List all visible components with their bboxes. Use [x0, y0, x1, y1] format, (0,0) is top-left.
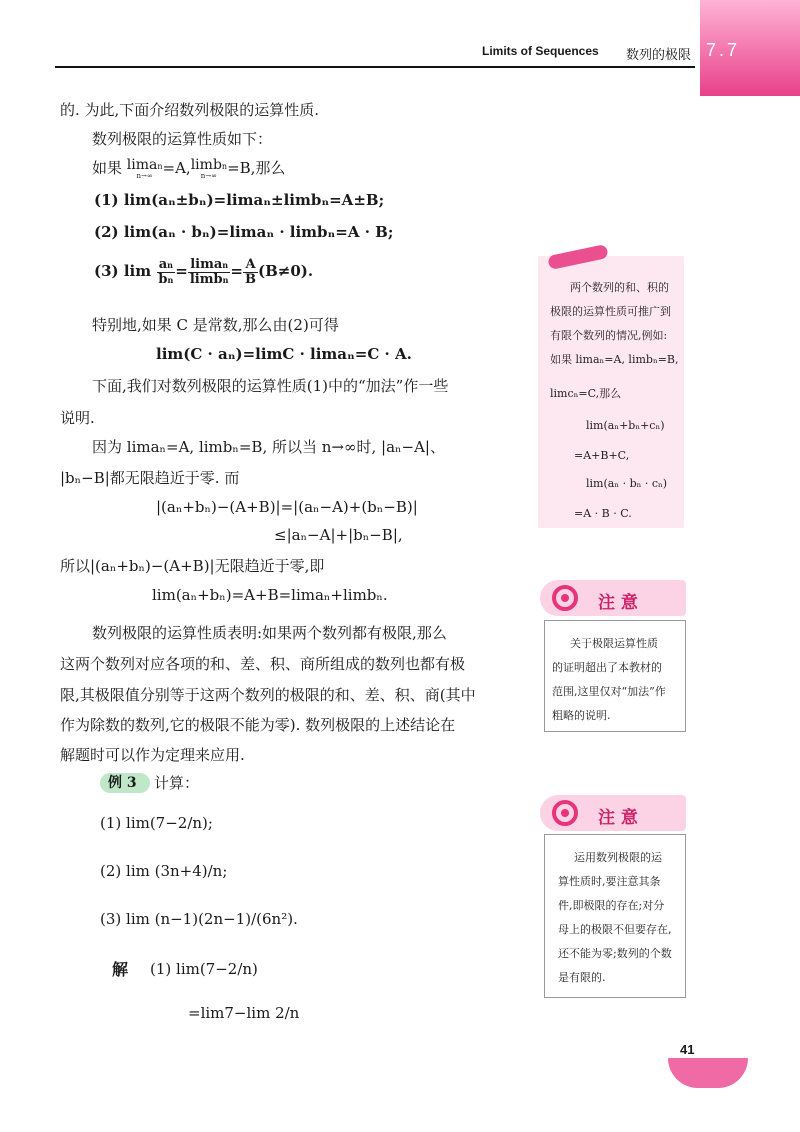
solution-line: (1) lim(7−2/n)	[150, 960, 258, 978]
side-note-line: =A+B+C,	[574, 449, 630, 462]
rule-3: (3) lim $\frac{an}{bn}$ = $\frac{\text{liman}}{\text{limbn}}$ = $\frac{A}{B}$ (B≠0).	[94, 257, 314, 287]
side-note-line: 有限个数列的情况,例如:	[550, 329, 668, 342]
note-eye-icon	[552, 800, 578, 826]
note-line: 关于极限运算性质	[570, 637, 658, 650]
text-line: 数列极限的运算性质如下：	[92, 130, 273, 148]
note-line: 粗略的说明.	[552, 709, 611, 722]
text-line: 说明.	[60, 409, 95, 427]
side-note-line: lim(aₙ+bₙ+cₙ)	[586, 419, 665, 432]
header-rule	[55, 66, 695, 68]
note-line: 范围,这里仅对“加法”作	[552, 685, 666, 698]
note-line: 运用数列极限的运	[574, 851, 662, 864]
text-line: 下面,我们对数列极限的运算性质(1)中的“加法”作一些	[92, 377, 449, 395]
header-title-en: Limits of Sequences	[482, 44, 599, 58]
side-note-line: limcₙ=C,那么	[550, 387, 622, 400]
page-number-tab	[668, 1058, 748, 1088]
side-note-line: =A · B · C.	[574, 507, 632, 520]
page-number: 41	[680, 1042, 695, 1057]
text-line: |bₙ−B|都无限趋近于零. 而	[60, 469, 240, 487]
paragraph-line: 数列极限的运算性质表明:如果两个数列都有极限,那么	[92, 624, 447, 642]
condition-line: 如果 liman n→∞ =A, limbn n→∞ =B,那么	[92, 157, 286, 180]
equation-line: lim(aₙ+bₙ)=A+B=limaₙ+limbₙ.	[152, 586, 388, 604]
paragraph-line: 限,其极限值分别等于这两个数列的极限的和、差、积、商(其中	[60, 686, 476, 704]
side-note-line: 如果 limaₙ=A, limbₙ=B,	[550, 353, 679, 366]
equation-line: ≤|aₙ−A|+|bₙ−B|,	[274, 526, 403, 544]
note-line: 的证明超出了本教材的	[552, 661, 662, 674]
note-line: 是有限的.	[558, 971, 606, 984]
header-title-cn: 数列的极限	[626, 48, 692, 63]
exercise-3: (3) lim (n−1)(2n−1)/(6n²).	[100, 910, 298, 928]
exercise-1: (1) lim(7−2/n);	[100, 814, 213, 832]
solution-line: =lim7−lim 2/n	[188, 1004, 300, 1022]
rule-constant: lim(C · aₙ)=limC · limaₙ=C · A.	[156, 345, 412, 363]
equation-line: |(aₙ+bₙ)−(A+B)|=|(aₙ−A)+(bₙ−B)|	[156, 498, 418, 516]
note-title: 注 意	[598, 593, 638, 613]
text-line: 所以|(aₙ+bₙ)−(A+B)|无限趋近于零,即	[60, 557, 325, 575]
example-title: 计算：	[154, 774, 200, 792]
example-label: 例 3	[108, 775, 137, 791]
paragraph-line: 这两个数列对应各项的和、差、积、商所组成的数列也都有极	[60, 655, 466, 673]
rule-1: (1) lim(aₙ±bₙ)=limaₙ±limbₙ=A±B;	[94, 191, 385, 209]
section-number: 7.7	[706, 40, 741, 60]
rule-2: (2) lim(aₙ · bₙ)=limaₙ · limbₙ=A · B;	[94, 223, 394, 241]
note-line: 还不能为零;数列的个数	[558, 947, 672, 960]
paragraph-line: 作为除数的数列,它的极限不能为零). 数列极限的上述结论在	[60, 716, 456, 734]
side-note-line: 两个数列的和、积的	[570, 281, 669, 294]
exercise-2: (2) lim (3n+4)/n;	[100, 862, 228, 880]
note-title: 注 意	[598, 808, 638, 828]
note-line: 算性质时,要注意其条	[558, 875, 661, 888]
note-line: 母上的极限不但要存在,	[558, 923, 672, 936]
paragraph-line: 解题时可以作为定理来应用.	[60, 746, 245, 764]
side-note-line: lim(aₙ · bₙ · cₙ)	[586, 477, 668, 490]
side-note-line: 极限的运算性质可推广到	[550, 305, 671, 318]
text-line: 特别地,如果 C 是常数,那么由(2)可得	[92, 316, 339, 334]
text-line: 的. 为此,下面介绍数列极限的运算性质.	[60, 101, 320, 119]
note-line: 件,即极限的存在;对分	[558, 899, 665, 912]
note-eye-icon	[552, 585, 578, 611]
text-line: 因为 limaₙ=A, limbₙ=B, 所以当 n→∞时, |aₙ−A|、	[92, 438, 445, 456]
solution-label: 解	[112, 960, 129, 979]
